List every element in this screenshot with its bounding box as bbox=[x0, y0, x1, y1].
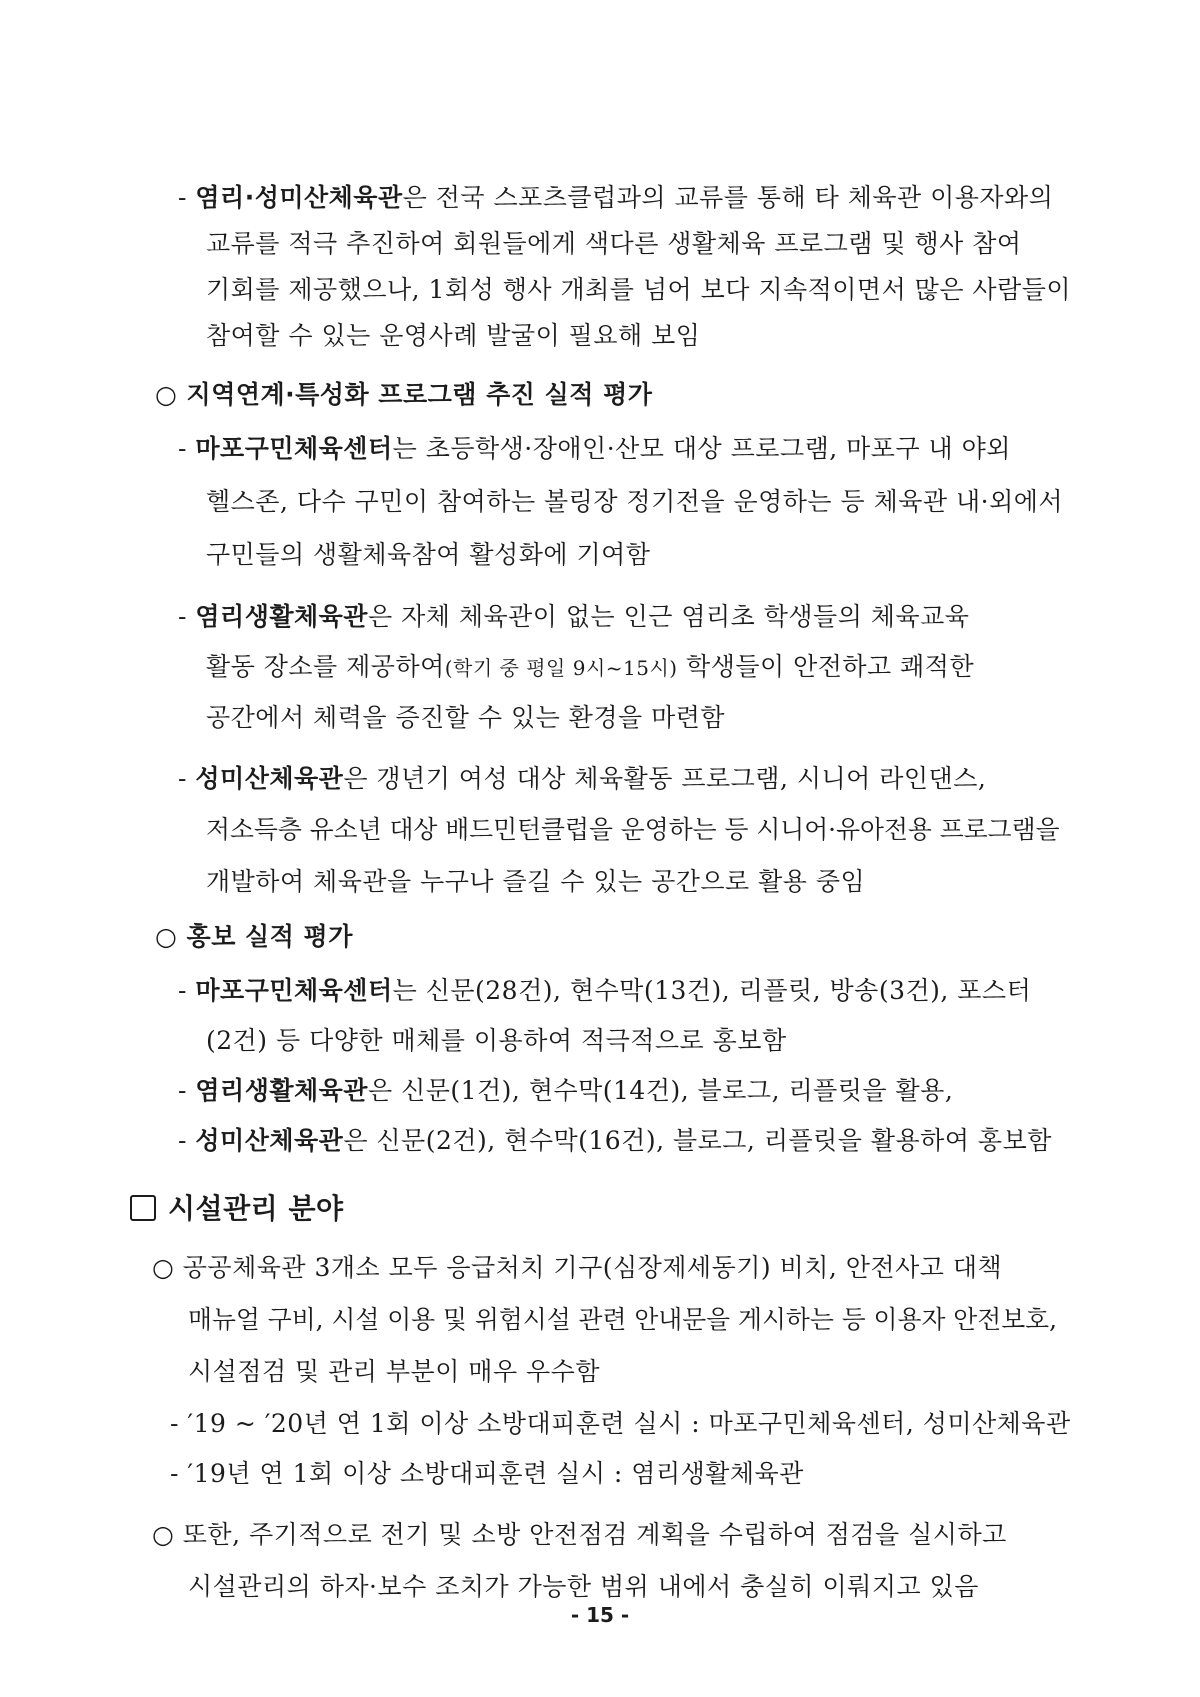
square-box-icon bbox=[130, 1195, 156, 1221]
paragraph-line: - 마포구민체육센터는 신문(28건), 현수막(13건), 리플릿, 방송(3건), 포스터 bbox=[178, 976, 1032, 1005]
paragraph-line: 교류를 적극 추진하여 회원들에게 색다른 생활체육 프로그램 및 행사 참여 bbox=[206, 229, 1022, 258]
paragraph-line: ○ 공공체육관 3개소 모두 응급처치 기구(심장제세동기) 비치, 안전사고 대책 bbox=[152, 1253, 1003, 1282]
paragraph-line: 저소득층 유소년 대상 배드민턴클럽을 운영하는 등 시니어·유아전용 프로그램을 bbox=[206, 815, 1060, 844]
paragraph-line: (2건) 등 다양한 매체를 이용하여 적극적으로 홍보함 bbox=[206, 1026, 787, 1055]
paragraph-line: - 성미산체육관은 갱년기 여성 대상 체육활동 프로그램, 시니어 라인댄스, bbox=[178, 764, 987, 793]
circle-bullet: ○ bbox=[152, 1253, 175, 1282]
section-heading: 시설관리 분야 bbox=[130, 1192, 344, 1226]
circle-bullet: ○ bbox=[152, 1520, 175, 1549]
circle-bullet: ○ bbox=[155, 922, 178, 951]
facility-name: 마포구민체육센터 bbox=[195, 976, 393, 1005]
page-number: - 15 - bbox=[570, 1603, 630, 1627]
subheading: ○ 지역연계·특성화 프로그램 추진 실적 평가 bbox=[155, 380, 653, 409]
facility-name: 염리·성미산체육관 bbox=[195, 183, 403, 212]
paragraph-line: 시설점검 및 관리 부분이 매우 우수함 bbox=[188, 1357, 600, 1386]
paragraph-line: - 성미산체육관은 신문(2건), 현수막(16건), 블로그, 리플릿을 활용하여 홍보함 bbox=[178, 1126, 1052, 1155]
paragraph-line: 구민들의 생활체육참여 활성화에 기여함 bbox=[206, 540, 651, 569]
paragraph-line: 매뉴얼 구비, 시설 이용 및 위험시설 관련 안내문을 게시하는 등 이용자 안전보호, bbox=[188, 1305, 1057, 1334]
facility-name: 염리생활체육관 bbox=[195, 1076, 368, 1105]
paragraph-line: 활동 장소를 제공하여(학기 중 평일 9시~15시) 학생들이 안전하고 쾌적한 bbox=[206, 652, 975, 681]
paragraph-line: 참여할 수 있는 운영사례 발굴이 필요해 보임 bbox=[206, 321, 701, 350]
paragraph-line: 기회를 제공했으나, 1회성 행사 개최를 넘어 보다 지속적이면서 많은 사람들이 bbox=[206, 275, 1072, 304]
facility-name: 염리생활체육관 bbox=[195, 602, 368, 631]
facility-name: 마포구민체육센터 bbox=[195, 434, 393, 463]
paragraph-line: 시설관리의 하자·보수 조치가 가능한 범위 내에서 충실히 이뤄지고 있음 bbox=[188, 1572, 979, 1601]
paragraph-line: 공간에서 체력을 증진할 수 있는 환경을 마련함 bbox=[206, 703, 726, 732]
facility-name: 성미산체육관 bbox=[195, 1126, 344, 1155]
paragraph-line: - 염리생활체육관은 자체 체육관이 없는 인근 염리초 학생들의 체육교육 bbox=[178, 602, 970, 631]
paragraph-line: ○ 또한, 주기적으로 전기 및 소방 안전점검 계획을 수립하여 점검을 실시하고 bbox=[152, 1520, 1007, 1549]
subheading: ○ 홍보 실적 평가 bbox=[155, 922, 353, 951]
paragraph-line: - 마포구민체육센터는 초등학생·장애인·산모 대상 프로그램, 마포구 내 야외 bbox=[178, 434, 1011, 463]
paragraph-line: 헬스존, 다수 구민이 참여하는 볼링장 정기전을 운영하는 등 체육관 내·외에서 bbox=[206, 487, 1064, 516]
facility-name: 성미산체육관 bbox=[195, 764, 344, 793]
paragraph-line: - ′19년 연 1회 이상 소방대피훈련 실시 : 염리생활체육관 bbox=[170, 1459, 804, 1488]
paragraph-line: - 염리·성미산체육관은 전국 스포츠클럽과의 교류를 통해 타 체육관 이용자와의 bbox=[178, 183, 1054, 212]
note-text: (학기 중 평일 9시~15시) bbox=[444, 656, 678, 680]
paragraph-line: - 염리생활체육관은 신문(1건), 현수막(14건), 블로그, 리플릿을 활용, bbox=[178, 1076, 954, 1105]
circle-bullet: ○ bbox=[155, 380, 178, 409]
paragraph-line: - ′19 ~ ′20년 연 1회 이상 소방대피훈련 실시 : 마포구민체육센터, 성미산체육관 bbox=[170, 1409, 1071, 1438]
paragraph-line: 개발하여 체육관을 누구나 즐길 수 있는 공간으로 활용 중임 bbox=[206, 867, 866, 896]
